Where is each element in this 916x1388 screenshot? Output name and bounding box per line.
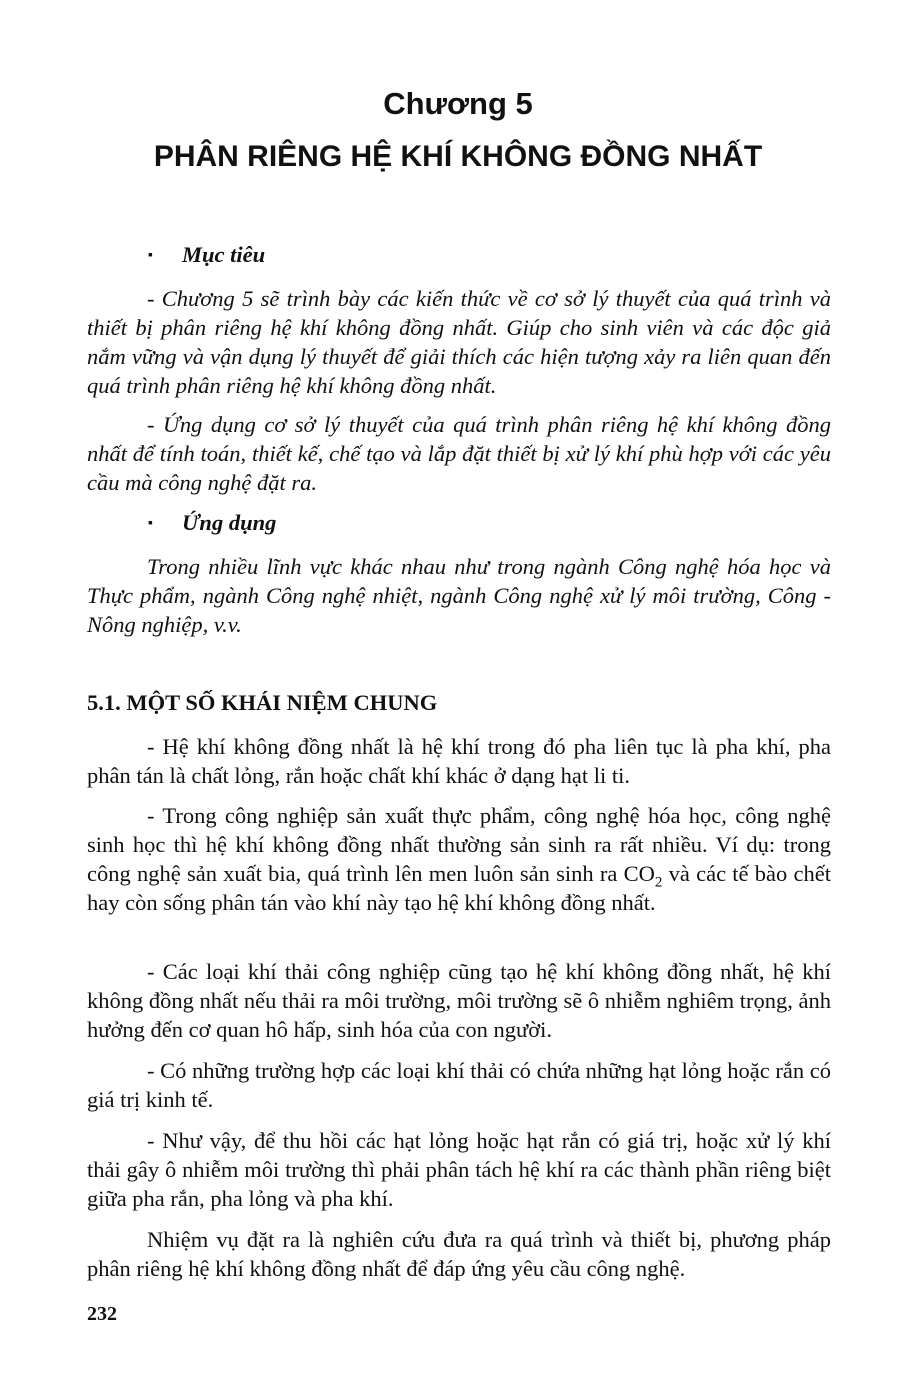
- bullet-icon: ▪: [148, 248, 153, 263]
- bullet-icon: ▪: [148, 516, 153, 531]
- subscript-2: 2: [654, 874, 663, 891]
- section-paragraph-1: - Hệ khí không đồng nhất là hệ khí trong đó pha liên tục là pha khí, pha phân tán là chất lỏng, rắn hoặc chất khí khác ở dạng hạt li ti.: [87, 734, 831, 788]
- paragraph-2-text-b: và các tế bào chết hay còn sống phân tán vào khí này tạo hệ khí không đồng nhất.: [87, 861, 831, 915]
- objectives-paragraph-2: - Ứng dụng cơ sở lý thuyết của quá trình phân riêng hệ khí không đồng nhất để tính toán, thiết kế, chế tạo và lắp đặt thiết bị xử lý khí phù hợp với các yêu cầu mà công nghệ đặt ra.: [87, 412, 831, 495]
- section-paragraph-2: [87, 801, 831, 917]
- applications-paragraph: Trong nhiều lĩnh vực khác nhau như trong ngành Công nghệ hóa học và Thực phẩm, ngành Công nghệ nhiệt, ngành Công nghệ xử lý môi trường, Công - Nông nghiệp, v.v.: [87, 554, 831, 637]
- objectives-heading-text: Mục tiêu: [182, 242, 266, 267]
- section-paragraph-5: - Như vậy, để thu hồi các hạt lỏng hoặc hạt rắn có giá trị, hoặc xử lý khí thải gây ô nhiễm môi trường thì phải phân tách hệ khí ra các thành phần riêng biệt giữa pha rắn, pha lỏng và pha khí.: [87, 1128, 831, 1211]
- chapter-number: Chương 5: [383, 86, 533, 121]
- objectives-heading: [148, 242, 265, 268]
- page-number: 232: [87, 1303, 117, 1325]
- applications-heading: [148, 510, 276, 536]
- chapter-title: PHÂN RIÊNG HỆ KHÍ KHÔNG ĐỒNG NHẤT: [153, 140, 763, 173]
- section-paragraph-6: Nhiệm vụ đặt ra là nghiên cứu đưa ra quá trình và thiết bị, phương pháp phân riêng hệ khí không đồng nhất để đáp ứng yêu cầu công nghệ.: [87, 1227, 831, 1281]
- section-heading: 5.1. MỘT SỐ KHÁI NIỆM CHUNG: [87, 690, 438, 715]
- objectives-paragraph-1: - Chương 5 sẽ trình bày các kiến thức về cơ sở lý thuyết của quá trình và thiết bị phân riêng hệ khí không đồng nhất. Giúp cho sinh viên và các độc giả nắm vững và vận dụng lý thuyết để giải thích các hiện tượng xảy ra liên quan đến quá trình phân riêng hệ khí không đồng nhất.: [87, 286, 831, 398]
- paragraph-2-text-a: - Trong công nghiệp sản xuất thực phẩm, công nghệ hóa học, công nghệ sinh học thì hệ khí không đồng nhất thường sản sinh ra rất nhiều. Ví dụ: trong công nghệ sản xuất bia, quá trình lên men luôn sản sinh ra CO: [87, 803, 831, 886]
- applications-heading-text: Ứng dụng: [182, 510, 277, 535]
- section-paragraph-4: - Có những trường hợp các loại khí thải có chứa những hạt lỏng hoặc rắn có giá trị kinh tế.: [87, 1058, 831, 1112]
- section-paragraph-3: - Các loại khí thải công nghiệp cũng tạo hệ khí không đồng nhất, hệ khí không đồng nhất nếu thải ra môi trường, môi trường sẽ ô nhiễm nghiêm trọng, ảnh hưởng đến cơ quan hô hấp, sinh hóa của con người.: [87, 959, 831, 1042]
